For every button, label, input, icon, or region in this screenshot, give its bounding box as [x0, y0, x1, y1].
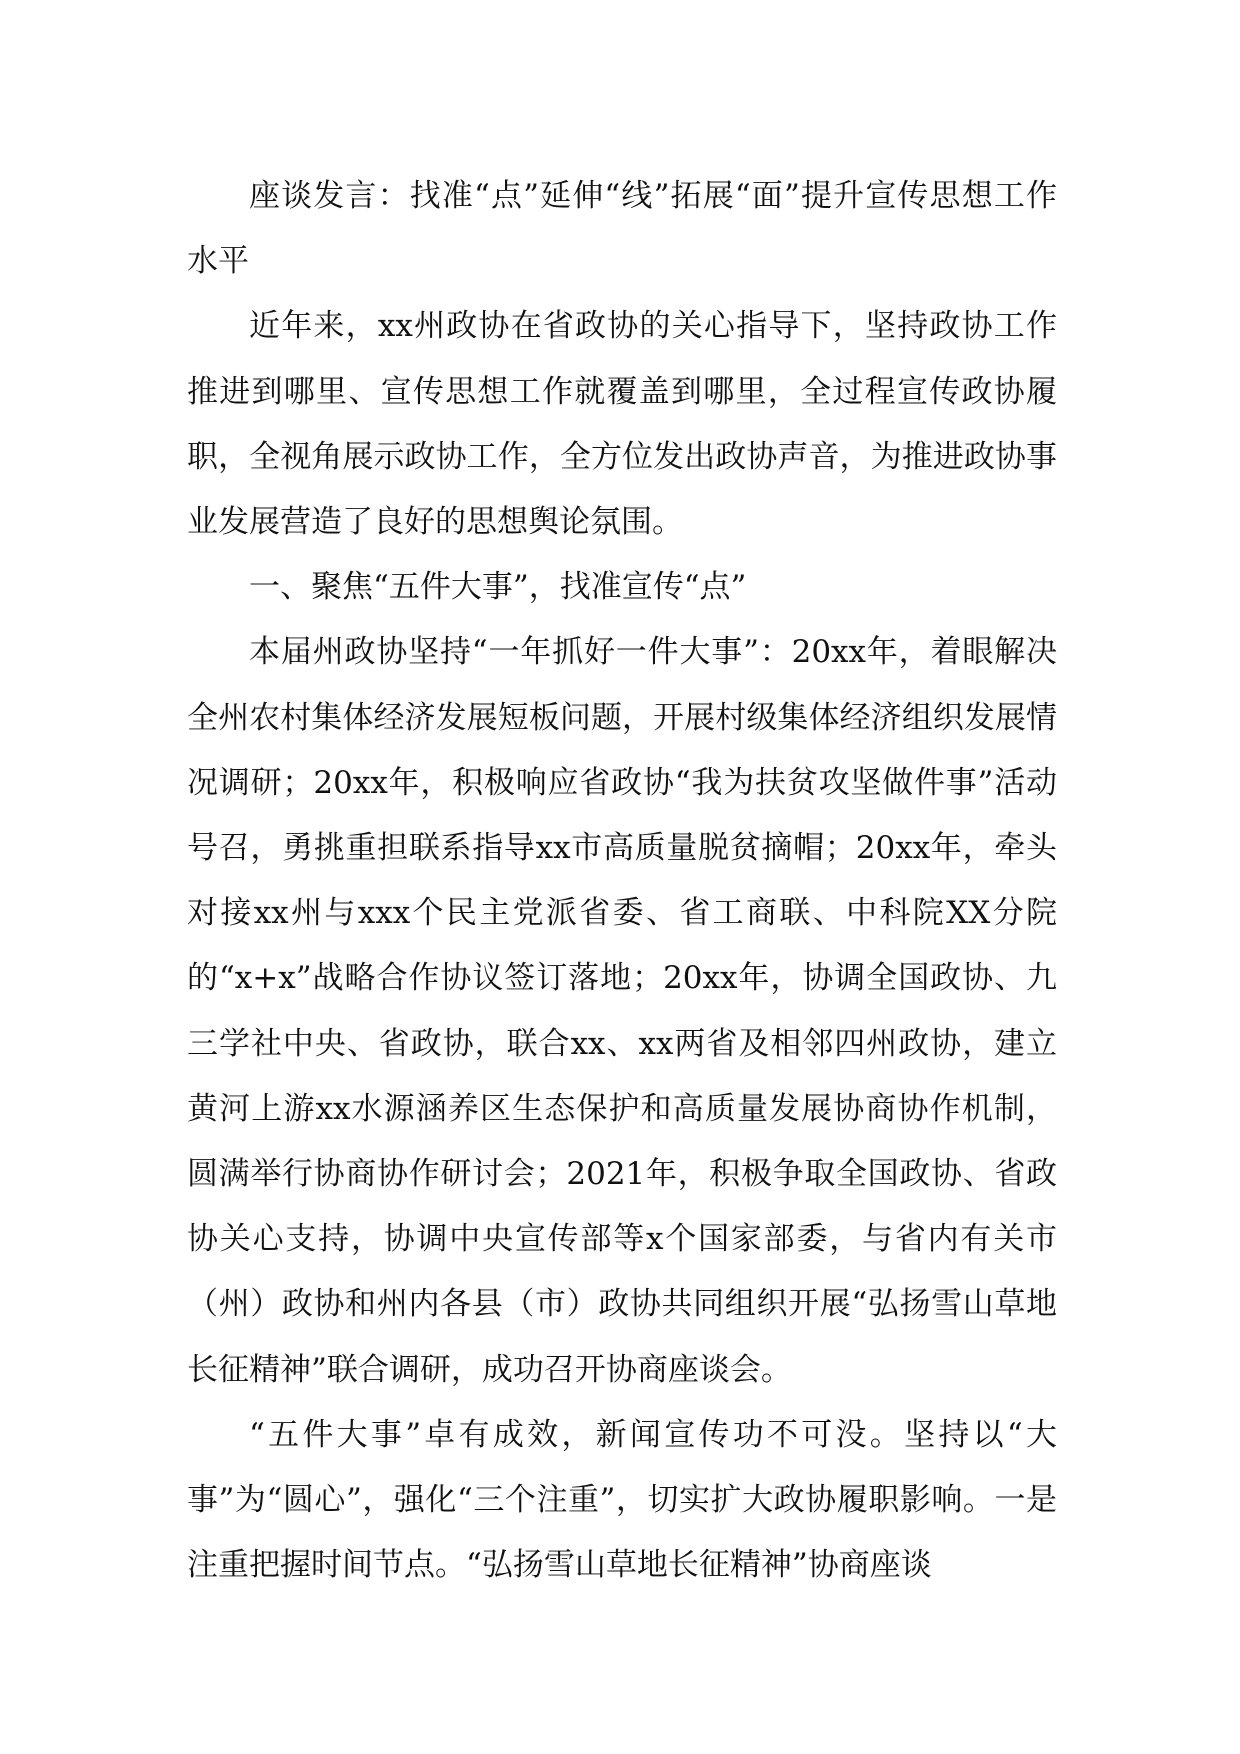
paragraph-five-events: 本届州政协坚持“一年抓好一件大事”：20xx年，着眼解决全州农村集体经济发展短板问题，开展村级集体经济组织发展情况调研；20xx年，积极响应省政协“我为扶贫攻坚做件事”活动号召，勇挑重担联系指导xx市高质量脱贫摘帽；20xx年，牵头对接xx州与xxx个民主党派省委、省工商联、中科院XX分院的“x+x”战略合作协议签订落地；20xx年，协调全国政协、九三学社中央、省政协，联合xx、xx两省及相邻四州政协，建立黄河上游xx水源涵养区生态保护和高质量发展协商协作机制，圆满举行协商协作研讨会；2021年，积极争取全国政协、省政协关心支持，协调中央宣传部等x个国家部委，与省内有关市（州）政协和州内各县（市）政协共同组织开展“弘扬雪山草地长征精神”联合调研，成功召开协商座谈会。	[187, 634, 1057, 1388]
paragraph-intro: 近年来，xx州政协在省政协的关心指导下，坚持政协工作推进到哪里、宣传思想工作就覆盖到哪里，全过程宣传政协履职，全视角展示政协工作，全方位发出政协声音，为推进政协事业发展营造了良好的思想舆论氛围。	[187, 308, 1057, 541]
document-title: 座谈发言：找准“点”延伸“线”拓展“面”提升宣传思想工作水平	[187, 178, 1057, 280]
section-heading-1: 一、聚焦“五件大事”，找准宣传“点”	[249, 569, 747, 606]
document-body	[187, 164, 1057, 1598]
paragraph-publicity: “五件大事”卓有成效，新闻宣传功不可没。坚持以“大事”为“圆心”，强化“三个注重”，切实扩大政协履职影响。一是注重把握时间节点。“弘扬雪山草地长征精神”协商座谈	[187, 1416, 1057, 1584]
